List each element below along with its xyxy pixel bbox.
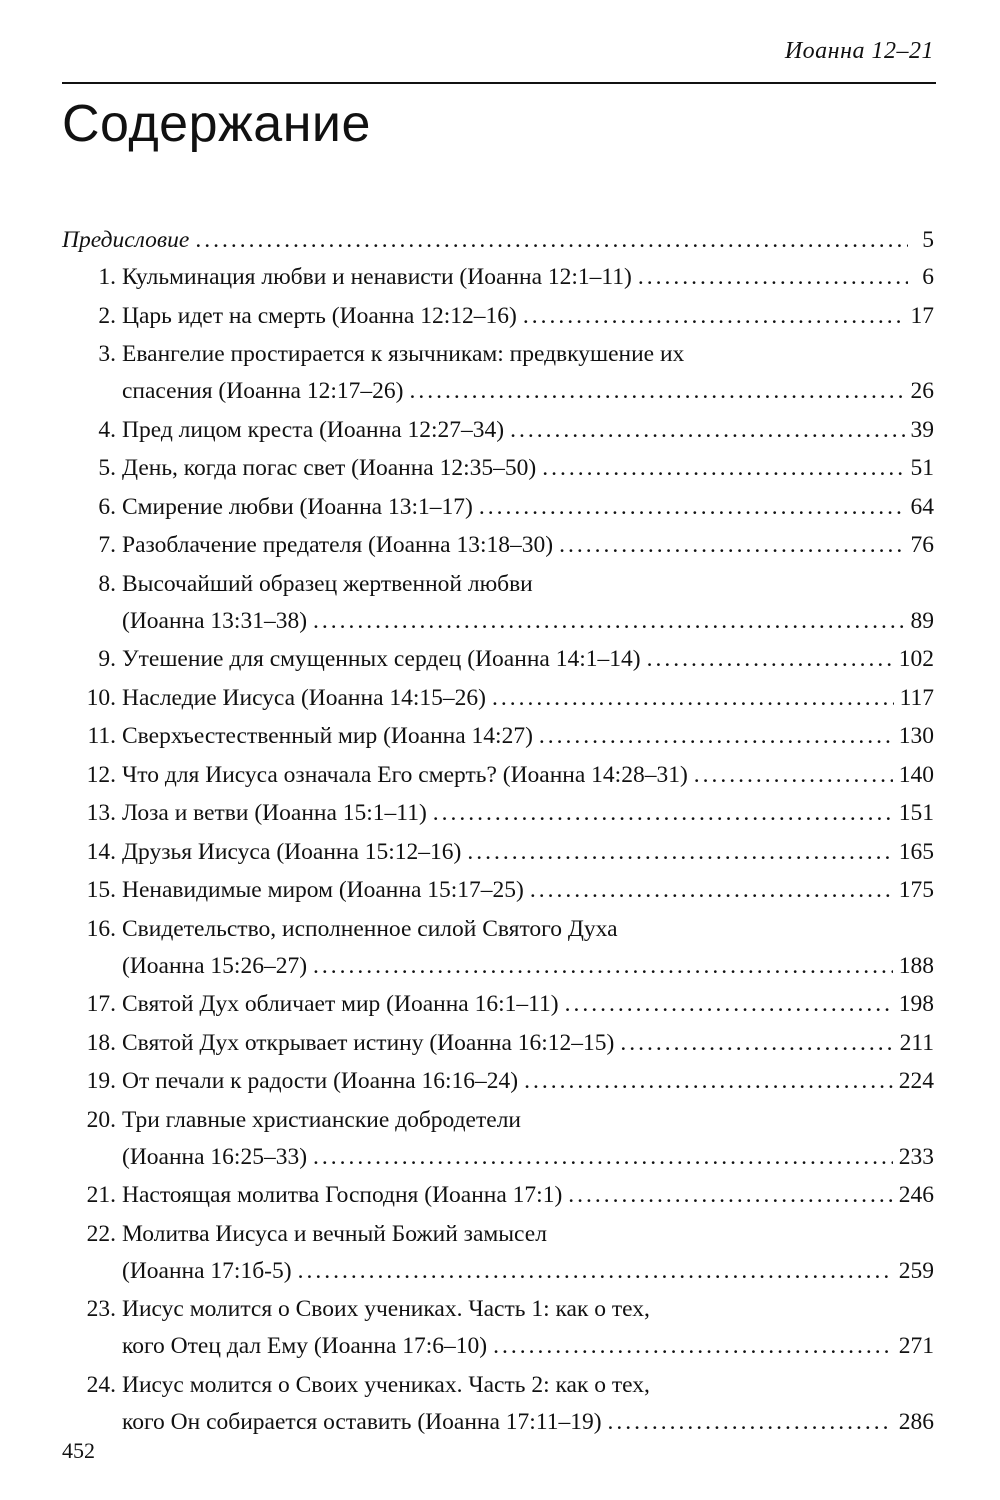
table-of-contents: [62, 222, 934, 1441]
toc-entry[interactable]: [62, 680, 934, 717]
toc-entry[interactable]: [62, 986, 934, 1023]
toc-entry[interactable]: [62, 718, 934, 755]
toc-entry[interactable]: [62, 412, 934, 449]
toc-entry-body: [122, 259, 934, 296]
toc-entry-title: Что для Иисуса означала Его смерть? (Иоанна 14:28–31): [122, 761, 688, 788]
toc-leader-dots: [694, 757, 893, 794]
toc-entry-title: День, когда погас свет (Иоанна 12:35–50): [122, 455, 537, 481]
toc-entry-title: кого Отец дал Ему (Иоанна 17:6–10): [122, 1333, 488, 1359]
toc-leader-dots: [542, 450, 904, 487]
toc-leader-dots: [467, 834, 892, 871]
toc-entry-page: 175: [898, 877, 934, 903]
toc-entry-title: Сверхъестественный мир (Иоанна 14:27): [122, 723, 533, 749]
toc-entry[interactable]: [62, 1102, 934, 1176]
toc-entry-number: 10.: [86, 684, 116, 711]
toc-entry-line: [122, 1216, 934, 1253]
toc-entry-title: Свидетельство, исполненное силой Святого Духа: [122, 915, 618, 942]
toc-entry-line: [122, 680, 934, 717]
toc-entry[interactable]: [62, 1367, 934, 1441]
toc-leader-dots: [298, 1253, 893, 1290]
toc-entry-line: [122, 948, 934, 985]
toc-entry-line: [122, 911, 934, 948]
toc-entry-number: 17.: [86, 991, 116, 1017]
toc-entry[interactable]: [62, 259, 934, 296]
toc-entry[interactable]: [62, 834, 934, 871]
toc-leader-dots: [313, 603, 904, 640]
toc-entry-line: [122, 450, 934, 487]
toc-entry-title: (Иоанна 13:31–38): [122, 607, 308, 634]
toc-leader-dots: [568, 1177, 892, 1214]
toc-leader-dots: [433, 795, 893, 832]
toc-entry-body: [122, 1291, 934, 1365]
toc-entry-line: [122, 1102, 934, 1139]
toc-entry-title: Кульминация любви и ненависти (Иоанна 12:1–11): [122, 264, 632, 290]
toc-entry-body: [122, 527, 934, 564]
toc-entry-line: [122, 1404, 934, 1441]
toc-leader-dots: [313, 1139, 893, 1176]
toc-entry-title: Святой Дух открывает истину (Иоанна 16:12–15): [122, 1029, 615, 1056]
toc-entry-number: 20.: [86, 1106, 116, 1133]
toc-entry-body: [122, 795, 934, 832]
toc-entry-body: [122, 1177, 934, 1214]
toc-entry-line: [122, 1139, 934, 1176]
toc-entry-page: 224: [898, 1068, 934, 1094]
toc-entry-title: Ненавидимые миром (Иоанна 15:17–25): [122, 877, 524, 903]
toc-preface[interactable]: [62, 222, 934, 259]
toc-entry-page: 271: [898, 1333, 934, 1359]
toc-entry-body: [122, 757, 934, 794]
toc-entry-page: 140: [898, 761, 934, 788]
toc-entry-body: [122, 298, 934, 335]
toc-preface-page: 5: [922, 227, 934, 253]
toc-entry-page: 102: [898, 646, 934, 672]
toc-entry-line: [122, 566, 934, 603]
toc-entry-number: 2.: [98, 302, 116, 329]
toc-entry-line: [122, 795, 934, 832]
toc-entry-line: [122, 298, 934, 335]
toc-entry-title: Разоблачение предателя (Иоанна 13:18–30): [122, 532, 554, 558]
toc-entry-number: 18.: [86, 1029, 116, 1056]
toc-entry[interactable]: [62, 1025, 934, 1062]
toc-entry-body: [122, 450, 934, 487]
toc-entry-number: 7.: [98, 532, 116, 558]
toc-entry-page: 286: [898, 1408, 934, 1435]
toc-leader-dots: [559, 527, 904, 564]
toc-entry-body: [122, 872, 934, 909]
toc-entry-page: 130: [898, 723, 934, 749]
toc-entry-body: [122, 1367, 934, 1441]
toc-entry-page: 89: [910, 607, 934, 634]
toc-entry-body: [122, 412, 934, 449]
toc-entry-title: От печали к радости (Иоанна 16:16–24): [122, 1068, 519, 1094]
toc-entry-page: 117: [899, 684, 934, 711]
toc-entry-page: 26: [910, 378, 934, 404]
toc-entry-page: 198: [898, 991, 934, 1017]
toc-entry-title: спасения (Иоанна 12:17–26): [122, 378, 404, 404]
toc-entry-title: Иисус молится о Своих учениках. Часть 1: как о тех,: [122, 1296, 650, 1322]
toc-leader-dots: [638, 259, 908, 296]
toc-entry[interactable]: [62, 336, 934, 410]
toc-entry-number: 1.: [98, 264, 116, 290]
toc-entry-number: 12.: [86, 761, 116, 788]
toc-entry-title: кого Он собирается оставить (Иоанна 17:11–19): [122, 1408, 602, 1435]
toc-entry-number: 6.: [98, 493, 116, 520]
toc-entry-line: [122, 1253, 934, 1290]
toc-entry-body: [122, 718, 934, 755]
toc-entry[interactable]: [62, 566, 934, 640]
toc-entry-page: 233: [898, 1143, 934, 1170]
toc-entry[interactable]: [62, 1063, 934, 1100]
toc-entry-line: [122, 527, 934, 564]
toc-entry-title: Наследие Иисуса (Иоанна 14:15–26): [122, 684, 486, 711]
toc-entry-page: 165: [898, 838, 934, 865]
toc-entry-title: Утешение для смущенных сердец (Иоанна 14:1–14): [122, 646, 641, 672]
toc-entry-line: [122, 336, 934, 373]
toc-entry-number: 9.: [98, 646, 116, 672]
toc-entry-line: [122, 1328, 934, 1365]
toc-entry[interactable]: [62, 911, 934, 985]
toc-entry[interactable]: [62, 1216, 934, 1290]
toc-leader-dots: [313, 948, 893, 985]
toc-entry-title: Царь идет на смерть (Иоанна 12:12–16): [122, 302, 517, 329]
toc-entry-body: [122, 1025, 934, 1062]
toc-entry-line: [122, 718, 934, 755]
toc-entry-title: (Иоанна 17:1б-5): [122, 1257, 292, 1284]
toc-entry-body: [122, 641, 934, 678]
toc-entry-title: Друзья Иисуса (Иоанна 15:12–16): [122, 838, 462, 865]
toc-entry-line: [122, 872, 934, 909]
toc-entry-number: 5.: [98, 455, 116, 481]
toc-entry-number: 24.: [86, 1371, 116, 1398]
toc-entry-title: Высочайший образец жертвенной любви: [122, 570, 533, 597]
toc-entry-body: [122, 911, 934, 985]
toc-entry-number: 19.: [86, 1068, 116, 1094]
toc-entry-body: [122, 986, 934, 1023]
toc-leader-dots: [565, 986, 893, 1023]
toc-entry-page: 259: [898, 1257, 934, 1284]
toc-leader-dots: [510, 412, 904, 449]
toc-entry-title: Евангелие простирается к язычникам: предвкушение их: [122, 341, 685, 367]
toc-entry-line: [122, 1025, 934, 1062]
page-title: Содержание: [62, 95, 371, 153]
toc-entry[interactable]: [62, 1177, 934, 1214]
toc-entry-number: 21.: [86, 1182, 116, 1208]
toc-entry-line: [122, 834, 934, 871]
toc-leader-dots: [479, 489, 905, 526]
toc-entry-line: [122, 1367, 934, 1404]
toc-entry-line: [122, 489, 934, 526]
toc-entry-number: 14.: [86, 838, 116, 865]
toc-entry-page: 51: [910, 455, 934, 481]
toc-entry[interactable]: [62, 527, 934, 564]
toc-entry-body: [122, 1063, 934, 1100]
toc-entry-number: 4.: [98, 416, 116, 443]
toc-entry-body: [122, 1216, 934, 1290]
toc-entry-body: [122, 336, 934, 410]
toc-leader-dots: [647, 641, 893, 678]
toc-entry-number: 11.: [87, 723, 116, 749]
toc-entry-line: [122, 641, 934, 678]
toc-entry-line: [122, 259, 934, 296]
toc-entry-line: [122, 603, 934, 640]
toc-leader-dots: [539, 718, 893, 755]
toc-entry-line: [122, 1291, 934, 1328]
toc-entry-page: 211: [899, 1029, 934, 1056]
toc-entry-number: 8.: [98, 570, 116, 597]
toc-entry[interactable]: [62, 795, 934, 832]
toc-entry-page: 188: [898, 952, 934, 979]
toc-preface-label: Предисловие: [62, 227, 190, 253]
toc-entry-title: Смирение любви (Иоанна 13:1–17): [122, 493, 473, 520]
toc-entry-body: [122, 680, 934, 717]
toc-leader-dots: [492, 680, 894, 717]
toc-leader-dots: [608, 1404, 893, 1441]
toc-entry-line: [122, 1063, 934, 1100]
toc-entry-title: Святой Дух обличает мир (Иоанна 16:1–11): [122, 991, 559, 1017]
toc-entry[interactable]: [62, 641, 934, 678]
page-number: 452: [62, 1438, 95, 1463]
toc-entry-title: Настоящая молитва Господня (Иоанна 17:1): [122, 1182, 563, 1208]
toc-entry[interactable]: [62, 872, 934, 909]
toc-entry-title: (Иоанна 16:25–33): [122, 1143, 308, 1170]
toc-entry[interactable]: [62, 489, 934, 526]
toc-entry-number: 15.: [86, 877, 116, 903]
toc-entry-title: Молитва Иисуса и вечный Божий замысел: [122, 1220, 547, 1247]
toc-leader-dots: [493, 1328, 893, 1365]
toc-entry-page: 151: [898, 800, 934, 826]
toc-entry-line: [122, 1177, 934, 1214]
toc-entry-page: 246: [898, 1182, 934, 1208]
toc-entry-title: Три главные христианские добродетели: [122, 1106, 521, 1133]
toc-leader-dots: [530, 872, 893, 909]
toc-entry-number: 16.: [86, 915, 116, 942]
toc-entry-line: [122, 986, 934, 1023]
toc-entry-page: 64: [910, 493, 934, 520]
toc-entry-page: 6: [922, 264, 934, 290]
toc-entry-title: Лоза и ветви (Иоанна 15:1–11): [122, 800, 427, 826]
toc-leader-dots: [409, 373, 904, 410]
toc-leader-dots: [195, 222, 908, 259]
toc-entry-number: 3.: [98, 341, 116, 367]
toc-entry[interactable]: [62, 757, 934, 794]
toc-leader-dots: [620, 1025, 893, 1062]
running-head: Иоанна 12–21: [784, 38, 934, 64]
toc-entry[interactable]: [62, 1291, 934, 1365]
toc-entry-body: [122, 489, 934, 526]
toc-leader-dots: [524, 1063, 893, 1100]
toc-entry-line: [122, 412, 934, 449]
toc-entry-number: 23.: [86, 1296, 116, 1322]
toc-leader-dots: [523, 298, 905, 335]
toc-entry-title: (Иоанна 15:26–27): [122, 952, 308, 979]
toc-entry-number: 22.: [86, 1220, 116, 1247]
toc-entry-line: [122, 373, 934, 410]
toc-entry-number: 13.: [86, 800, 116, 826]
toc-entry-body: [122, 834, 934, 871]
toc-entry-title: Иисус молится о Своих учениках. Часть 2: как о тех,: [122, 1371, 650, 1398]
toc-entry-line: [122, 757, 934, 794]
toc-entry-body: [122, 1102, 934, 1176]
toc-entry[interactable]: [62, 450, 934, 487]
toc-entry[interactable]: [62, 298, 934, 335]
toc-entry-page: 17: [910, 302, 934, 329]
toc-entry-title: Пред лицом креста (Иоанна 12:27–34): [122, 416, 505, 443]
header-rule: [62, 82, 936, 84]
toc-entry-page: 76: [910, 532, 934, 558]
toc-entry-page: 39: [910, 416, 934, 443]
toc-entry-body: [122, 566, 934, 640]
